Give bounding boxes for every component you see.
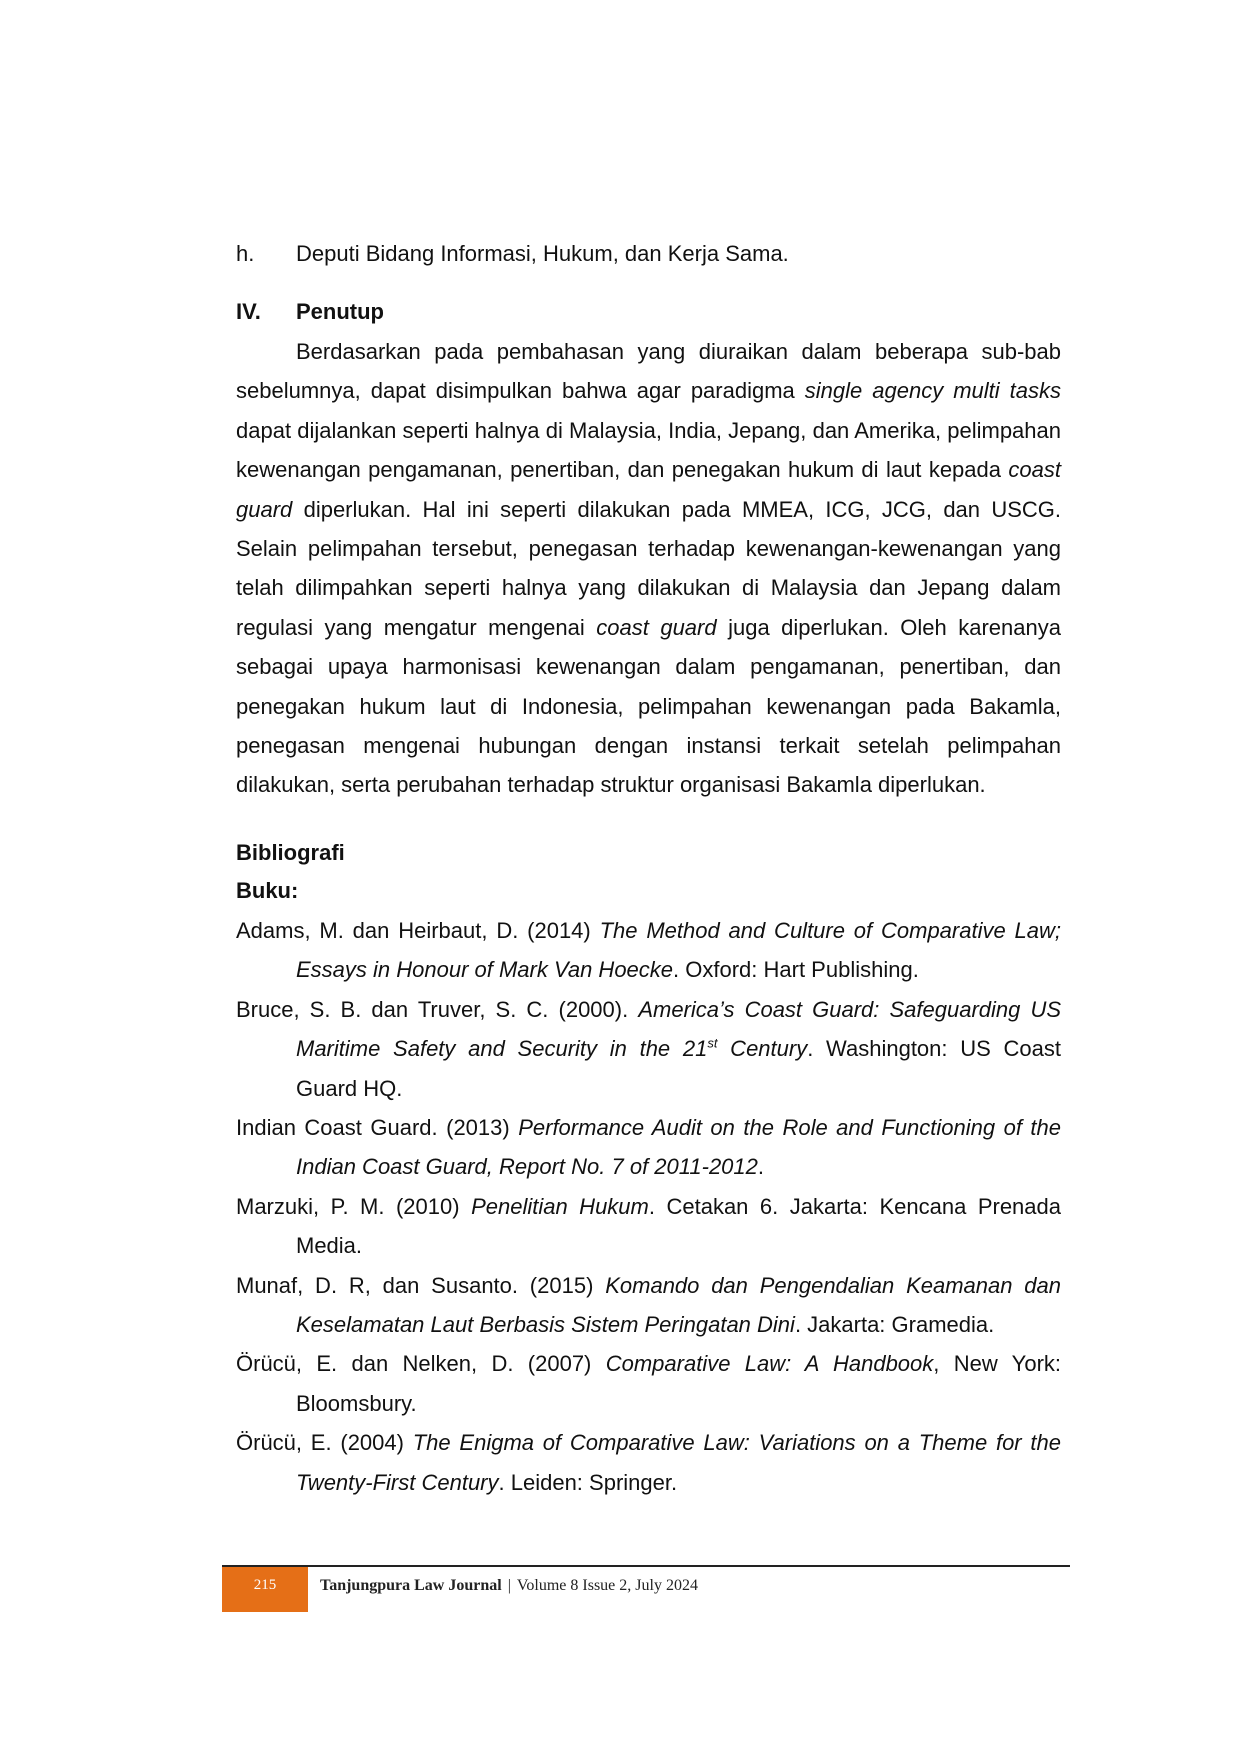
text-run: Berdasarkan pada pembahasan yang diuraikan dalam beberapa sub-bab sebelumnya, dapat disimpulkan bahwa agar paradigma	[236, 339, 1061, 404]
reference-entry	[236, 1187, 1061, 1266]
italic-text-run: The Method and Culture of Comparative Law; Essays in Honour of Mark Van Hoecke	[296, 917, 1062, 983]
italic-text-run: coast guard	[236, 457, 1061, 522]
section-title: Penutup	[296, 299, 384, 324]
reference-entry	[236, 1344, 1061, 1423]
list-item-text: Deputi Bidang Informasi, Hukum, dan Kerja Sama.	[296, 241, 789, 266]
reference-entry	[236, 911, 1061, 990]
reference-entry	[236, 1266, 1061, 1345]
italic-text-run: Performance Audit on the Role and Functioning of the Indian Coast Guard, Report No. 7 of 2011-2012	[296, 1114, 1062, 1180]
footer-divider	[222, 1565, 1070, 1567]
bibliography-title: Bibliografi	[236, 839, 345, 865]
text-run: . Washington: US Coast Guard HQ.	[296, 1036, 1061, 1101]
text-run: Örücü, E. dan Nelken, D. (2007)	[236, 1351, 606, 1377]
text-run: Indian Coast Guard. (2013)	[236, 1114, 519, 1140]
list-item-label: h.	[236, 241, 255, 266]
page-content	[236, 236, 1061, 1502]
section-heading	[236, 294, 1061, 330]
text-run: Munaf, D. R, dan Susanto. (2015)	[236, 1272, 606, 1298]
italic-text-run: Komando dan Pengendalian Keamanan dan Keselamatan Laut Berbasis Sistem Peringatan Dini	[296, 1272, 1061, 1337]
text-run: Marzuki, P. M. (2010)	[236, 1193, 472, 1219]
conclusion-paragraph	[236, 332, 1061, 805]
text-run: . Jakarta: Gramedia.	[794, 1311, 995, 1337]
italic-text-run: Comparative Law: A Handbook	[605, 1351, 934, 1377]
italic-text-run: st	[707, 1035, 718, 1051]
italic-text-run: single agency multi tasks	[804, 378, 1061, 404]
italic-text-run: America’s Coast Guard: Safeguarding US Maritime Safety and Security in the 21	[296, 996, 1062, 1062]
text-run: Örücü, E. (2004)	[236, 1430, 413, 1456]
list-item-h	[236, 236, 1061, 272]
italic-text-run: Penelitian Hukum	[471, 1193, 649, 1219]
italic-text-run: The Enigma of Comparative Law: Variations on a Theme for the Twenty-First Century	[296, 1430, 1061, 1495]
footer-separator: |	[507, 1577, 511, 1594]
page-number: 215	[253, 1577, 277, 1593]
text-run: . Oxford: Hart Publishing.	[673, 957, 919, 983]
journal-issue: Volume 8 Issue 2, July 2024	[516, 1577, 698, 1594]
italic-text-run: coast guard	[596, 614, 717, 640]
text-run: . Leiden: Springer.	[498, 1469, 678, 1495]
bibliography-subtitle: Buku:	[236, 877, 299, 903]
italic-text-run: Century	[717, 1036, 808, 1062]
journal-name: Tanjungpura Law Journal	[320, 1577, 502, 1594]
reference-entry	[236, 1423, 1061, 1502]
text-run: , New York: Bloomsbury.	[296, 1351, 1062, 1416]
reference-entry	[236, 990, 1061, 1108]
section-number: IV.	[236, 299, 261, 324]
text-run: . Cetakan 6. Jakarta: Kencana Prenada Media.	[296, 1193, 1061, 1259]
text-run: dapat dijalankan seperti halnya di Malaysia, India, Jepang, dan Amerika, pelimpahan kewenangan pengamanan, penertiban, dan penegakan hukum di laut kepada	[236, 417, 1061, 483]
reference-list	[236, 911, 1061, 1502]
text-run: juga diperlukan. Oleh karenanya sebagai upaya harmonisasi kewenangan dalam pengamanan, penertiban, dan penegakan hukum laut di Indonesia, pelimpahan kewenangan pada Bakamla, penegasan mengenai hubungan dengan instansi terkait setelah pelimpahan dilakukan, serta perubahan terhadap struktur organisasi Bakamla diperlukan.	[236, 614, 1061, 798]
text-run: diperlukan. Hal ini seperti dilakukan pada MMEA, ICG, JCG, dan USCG. Selain pelimpahan tersebut, penegasan terhadap kewenangan-kewenangan yang telah dilimpahkan seperti halnya yang dilakukan di Malaysia dan Jepang dalam regulasi yang mengatur mengenai	[236, 496, 1061, 640]
text-run: .	[757, 1154, 765, 1180]
footer-citation	[320, 1577, 698, 1595]
reference-entry	[236, 1108, 1061, 1187]
text-run: Bruce, S. B. dan Truver, S. C. (2000).	[236, 996, 639, 1022]
text-run: Adams, M. dan Heirbaut, D. (2014)	[236, 917, 600, 943]
